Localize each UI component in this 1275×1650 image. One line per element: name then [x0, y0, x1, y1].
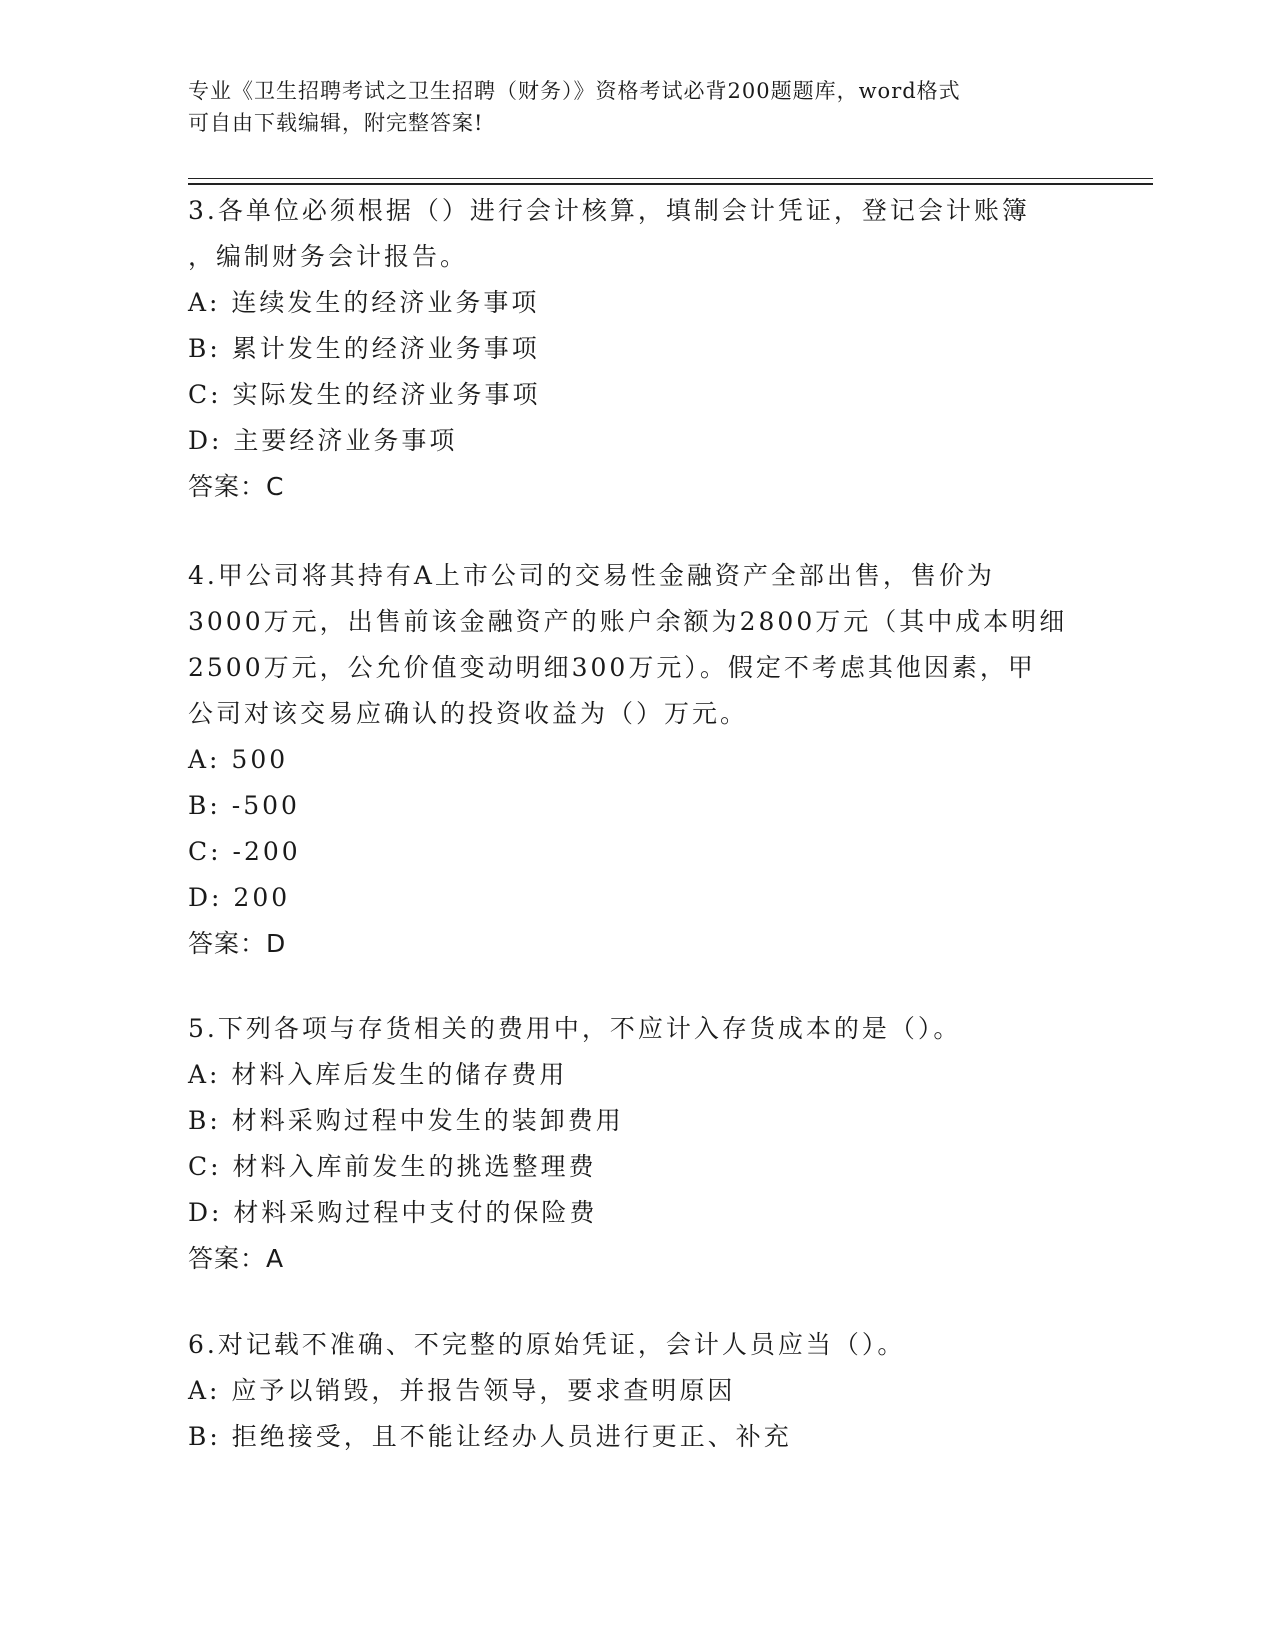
option-a: A: 材料入库后发生的储存费用: [188, 1060, 568, 1089]
option-d: D: 200: [188, 883, 291, 912]
header-line-2: 可自由下载编辑，附完整答案!: [188, 111, 484, 135]
question-5: [188, 1006, 1088, 1282]
option-b: B: 材料采购过程中发生的装卸费用: [188, 1106, 624, 1135]
question-stem: 公司对该交易应确认的投资收益为（）万元。: [188, 699, 749, 728]
answer-label: 答案：C: [188, 472, 285, 501]
option-c: C: -200: [188, 837, 301, 866]
question-stem: 6.对记载不准确、不完整的原始凭证，会计人员应当（）。: [188, 1330, 906, 1359]
question-stem: 2500万元，公允价值变动明细300万元）。假定不考虑其他因素，甲: [188, 653, 1036, 682]
option-d: D: 主要经济业务事项: [188, 426, 458, 455]
option-b: B: 拒绝接受，且不能让经办人员进行更正、补充: [188, 1422, 792, 1451]
document-header: [188, 75, 1088, 139]
option-b: B: -500: [188, 791, 300, 820]
question-stem: ，编制财务会计报告。: [188, 242, 469, 271]
option-a: A: 500: [188, 745, 289, 774]
question-stem: 5.下列各项与存货相关的费用中，不应计入存货成本的是（）。: [188, 1014, 962, 1043]
header-divider-thin: [188, 178, 1153, 179]
header-line-1: 专业《卫生招聘考试之卫生招聘（财务）》资格考试必背200题题库，word格式: [188, 79, 961, 103]
question-3: [188, 188, 1088, 510]
question-4: [188, 553, 1088, 967]
question-stem: 4.甲公司将其持有A上市公司的交易性金融资产全部出售，售价为: [188, 561, 995, 590]
option-a: A: 连续发生的经济业务事项: [188, 288, 540, 317]
answer-label: 答案：D: [188, 929, 287, 958]
question-stem: 3.各单位必须根据（）进行会计核算，填制会计凭证，登记会计账簿: [188, 196, 1030, 225]
option-c: C: 材料入库前发生的挑选整理费: [188, 1152, 597, 1181]
option-b: B: 累计发生的经济业务事项: [188, 334, 540, 363]
question-stem: 3000万元，出售前该金融资产的账户余额为2800万元（其中成本明细: [188, 607, 1068, 636]
question-6: [188, 1322, 1088, 1460]
option-c: C: 实际发生的经济业务事项: [188, 380, 541, 409]
option-a: A: 应予以销毁，并报告领导，要求查明原因: [188, 1376, 736, 1405]
option-d: D: 材料采购过程中支付的保险费: [188, 1198, 598, 1227]
answer-label: 答案：A: [188, 1244, 285, 1273]
header-divider-thick: [188, 183, 1153, 185]
